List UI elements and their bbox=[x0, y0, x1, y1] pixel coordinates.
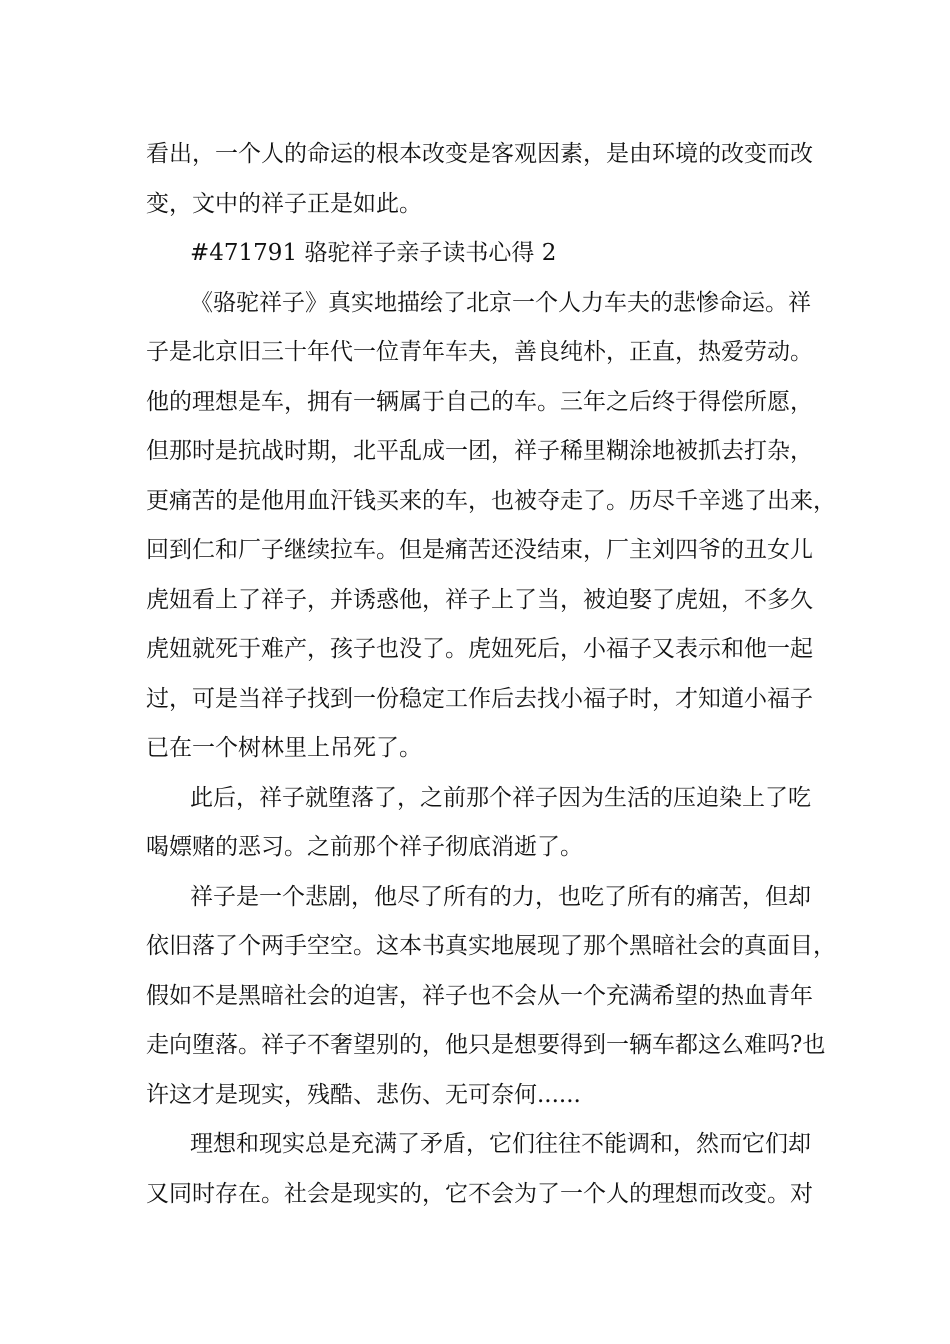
text-line: 已在一个树林里上吊死了。 bbox=[146, 735, 422, 761]
text-line: 但那时是抗战时期，北平乱成一团，祥子稀里糊涂地被抓去打杂， bbox=[146, 438, 813, 464]
text-line: 虎妞看上了祥子，并诱惑他，祥子上了当，被迫娶了虎妞，不多久 bbox=[146, 586, 813, 613]
text-line: 喝嫖赌的恶习。之前那个祥子彻底消逝了。 bbox=[146, 834, 583, 860]
text-line: 此后，祥子就堕落了，之前那个祥子因为生活的压迫染上了吃 bbox=[190, 784, 811, 811]
text-line: 理想和现实总是充满了矛盾，它们往往不能调和，然而它们却 bbox=[190, 1131, 811, 1157]
text-line: 祥子是一个悲剧，他尽了所有的力，也吃了所有的痛苦，但却 bbox=[190, 883, 811, 910]
text-line: 又同时存在。社会是现实的，它不会为了一个人的理想而改变。对 bbox=[146, 1180, 813, 1207]
text-line: 看出，一个人的命运的根本改变是客观因素，是由环境的改变而改 bbox=[146, 141, 813, 167]
text-line: 过，可是当祥子找到一份稳定工作后去找小福子时，才知道小福子 bbox=[146, 685, 813, 712]
text-line: 走向堕落。祥子不奢望别的，他只是想要得到一辆车都这么难吗?也 bbox=[146, 1032, 826, 1058]
text-line: 回到仁和厂子继续拉车。但是痛苦还没结束，厂主刘四爷的丑女儿 bbox=[146, 537, 813, 563]
document-body bbox=[146, 130, 836, 1219]
section-heading: #471791 骆驼祥子亲子读书心得 2 bbox=[190, 240, 557, 266]
text-line: 他的理想是车，拥有一辆属于自己的车。三年之后终于得偿所愿， bbox=[146, 388, 813, 415]
text-line: 变，文中的祥子正是如此。 bbox=[146, 190, 422, 217]
text-line: 子是北京旧三十年代一位青年车夫，善良纯朴，正直，热爱劳动。 bbox=[146, 339, 813, 365]
text-line: 虎妞就死于难产，孩子也没了。虎妞死后，小福子又表示和他一起 bbox=[146, 636, 813, 662]
text-line: 依旧落了个两手空空。这本书真实地展现了那个黑暗社会的真面目， bbox=[146, 933, 836, 959]
text-line: 假如不是黑暗社会的迫害，祥子也不会从一个充满希望的热血青年 bbox=[146, 982, 813, 1009]
text-line: 《骆驼祥子》真实地描绘了北京一个人力车夫的悲惨命运。祥 bbox=[190, 289, 811, 316]
text-line: 许这才是现实，残酷、悲伤、无可奈何...... bbox=[146, 1081, 581, 1108]
text-line: 更痛苦的是他用血汗钱买来的车，也被夺走了。历尽千辛逃了出来， bbox=[146, 487, 836, 514]
